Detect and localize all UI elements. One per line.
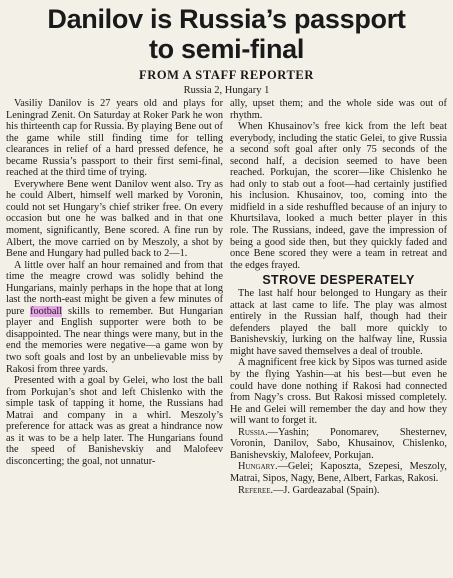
paragraph: Presented with a goal by Gelei, who lost the ball from Porkujan’s shot and left Chislenko with the simple task of tapping it home, the Russians had Matrai and company in a whirl. Meszoly’s preference for attack was as great a hindrance now as it was to be a help later. The Hungarians found the speed of Banishevskiy and Malofeev disconcerting; the goal, not unnatur- <box>6 375 223 467</box>
paragraph-text: A little over half an hour remained and from that time the meagre crowd was solidly behind the Hungarians, mainly perhaps in the hope that at long last the north-east might be given a few minutes of pure <box>6 259 223 317</box>
headline-line-1: Danilov is Russia’s passport <box>47 4 406 34</box>
russia-lineup <box>230 427 447 462</box>
left-column <box>6 98 223 496</box>
lineup-text: —Yashin; Ponomarev, Shesternev, Voronin, Danilov, Sabo, Khusainov, Chislenko, Banishevskiy, Malofeev, Porkujan. <box>230 426 447 461</box>
hungary-lineup <box>230 461 447 484</box>
paragraph: Vasiliy Danilov is 27 years old and plays for Leningrad Zenit. On Saturday at Roker Park he won his thirteenth cap for Russia. By playing Bene out of the game while still finding time for telling clearances in relief of a hard pressed defence, he became Russia’s passport to their first semi-final, reached at the third time of trying. <box>6 98 223 179</box>
paragraph-text: skills to remember. But Hungarian player and English supporter were both to be disappointed. The near things were many, but in the end the memories were negative—a game won by two soft goals and lost by an unbelievable miss by Rakosi from three yards. <box>6 305 223 375</box>
paragraph: ally, upset them; and the whole side was out of rhythm. <box>230 98 447 121</box>
headline-line-2: to semi-final <box>148 34 305 64</box>
highlighted-word[interactable]: football <box>30 305 63 317</box>
match-score: Russia 2, Hungary 1 <box>183 85 270 96</box>
referee-line <box>230 485 447 497</box>
referee-text: —J. Gardeazabal (Spain). <box>273 484 380 496</box>
referee-label: Referee. <box>238 484 274 496</box>
paragraph: When Khusainov’s free kick from the left beat everybody, including the static Gelei, to give Russia a second soft goal after only 75 seconds of the second half, a decision seemed to have been reached. Porkujan, the scorer—like Chislenko he had only to stab out a foot—had certainly justified his inclusion. Khusainov, too, coming into the midfield in a side reshuffled because of an injury to Khurtsilava, looked a much better player in this role. The Russians, indeed, gave the impression of being a good side then, but they quickly faded and once Bene scored they were a team in retreat and the edges frayed. <box>230 121 447 271</box>
article-columns <box>6 98 447 496</box>
paragraph: The last half hour belonged to Hungary as their attack at last came to life. The play was almost entirely in the Russian half, though had their defenders played the ball more quickly to Banishevskiy, lurking on the halfway line, Russia might have saved themselves a deal of trouble. <box>230 288 447 357</box>
paragraph <box>6 260 223 375</box>
paragraph: Everywhere Bene went Danilov went also. Try as he could Albert, himself well marked by Voronin, could not set Hungary’s chief striker free. On every occasion but one he was balked and in that one moment, significantly, Bene scored. A fine run by Albert, the move carried on by Meszoly, a shot by Bene and Hungary had pulled back to 2—1. <box>6 178 223 260</box>
team-label: Russia. <box>238 426 268 438</box>
lineup-text: —Gelei; Kaposzta, Szepesi, Meszoly, Matrai, Sipos, Nagy, Bene, Albert, Farkas, Rakosi. <box>230 461 447 484</box>
headline <box>6 4 447 64</box>
byline: FROM A STAFF REPORTER <box>138 68 314 82</box>
subheading: STROVE DESPERATELY <box>262 273 415 288</box>
right-column <box>230 98 447 496</box>
paragraph: A magnificent free kick by Sipos was turned aside by the flying Yashin—at his best—but even he could have done nothing if Rakosi had connected from Nagy’s cross. But Rakosi missed completely. He and Gelei will remember the day and how they will want to forget it. <box>230 357 447 427</box>
team-label: Hungary. <box>238 461 278 473</box>
